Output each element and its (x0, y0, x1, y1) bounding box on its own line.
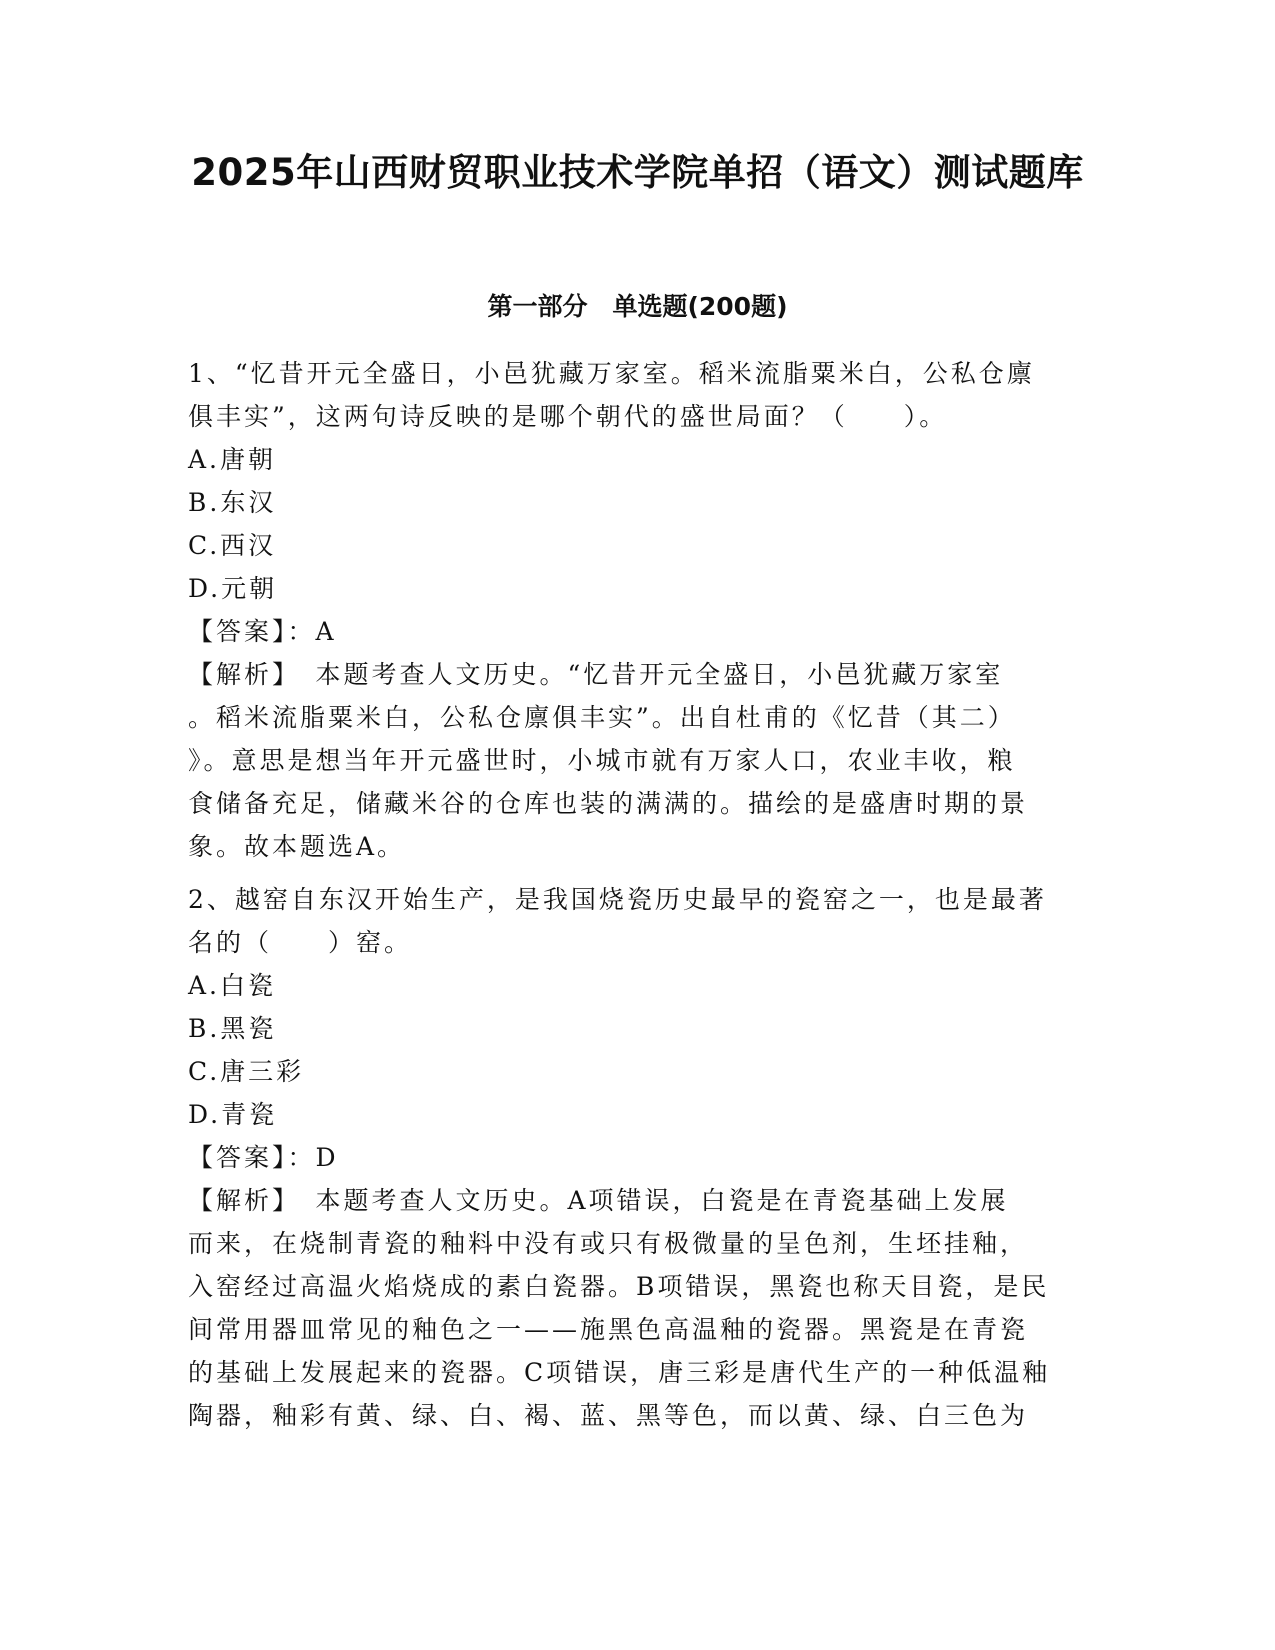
analysis-line: 。稻米流脂粟米白，公私仓廪俱丰实”。出自杜甫的《忆昔（其二） (188, 703, 1016, 732)
option-b: B.黑瓷 (188, 1014, 277, 1043)
analysis-line: 【解析】 本题考查人文历史。A项错误，白瓷是在青瓷基础上发展 (188, 1186, 1009, 1215)
analysis-line: 象。故本题选A。 (188, 832, 406, 861)
option-b: B.东汉 (188, 488, 277, 517)
analysis-line: 入窑经过高温火焰烧成的素白瓷器。B项错误，黑瓷也称天目瓷，是民 (188, 1272, 1050, 1301)
analysis-line: 的基础上发展起来的瓷器。C项错误，唐三彩是唐代生产的一种低温釉 (188, 1358, 1051, 1387)
answer-line: 【答案】：A (188, 617, 337, 646)
option-c: C.西汉 (188, 531, 277, 560)
analysis-line: 食储备充足，储藏米谷的仓库也装的满满的。描绘的是盛唐时期的景 (188, 789, 1029, 818)
analysis-line: 【解析】 本题考查人文历史。“忆昔开元全盛日，小邑犹藏万家室 (188, 660, 1004, 689)
question-stem-line: 俱丰实”，这两句诗反映的是哪个朝代的盛世局面？（ ）。 (188, 402, 948, 431)
question-stem-line: 名的（ ）窑。 (188, 928, 413, 957)
document-title: 2025年山西财贸职业技术学院单招（语文）测试题库 (191, 151, 1084, 194)
analysis-line: 而来，在烧制青瓷的釉料中没有或只有极微量的呈色剂，生坯挂釉， (188, 1229, 1029, 1258)
analysis-line: 》。意思是想当年开元盛世时，小城市就有万家人口，农业丰收，粮 (188, 746, 1016, 775)
question-stem-line: 1、“忆昔开元全盛日，小邑犹藏万家室。稻米流脂粟米白，公私仓廪 (188, 359, 1035, 388)
option-d: D.青瓷 (188, 1100, 278, 1129)
option-d: D.元朝 (188, 574, 278, 603)
option-a: A.唐朝 (188, 445, 277, 474)
option-a: A.白瓷 (188, 971, 277, 1000)
question-2 (188, 878, 1083, 1437)
question-stem-line: 2、越窑自东汉开始生产，是我国烧瓷历史最早的瓷窑之一，也是最著 (188, 885, 1047, 914)
section-title: 第一部分 单选题(200题) (487, 292, 788, 321)
question-list (188, 352, 1083, 1437)
option-c: C.唐三彩 (188, 1057, 305, 1086)
question-spacer (188, 868, 1083, 878)
analysis-line: 陶器，釉彩有黄、绿、白、褐、蓝、黑等色，而以黄、绿、白三色为 (188, 1401, 1029, 1430)
analysis-line: 间常用器皿常见的釉色之一——施黑色高温釉的瓷器。黑瓷是在青瓷 (188, 1315, 1029, 1344)
answer-line: 【答案】：D (188, 1143, 339, 1172)
question-1 (188, 352, 1083, 868)
